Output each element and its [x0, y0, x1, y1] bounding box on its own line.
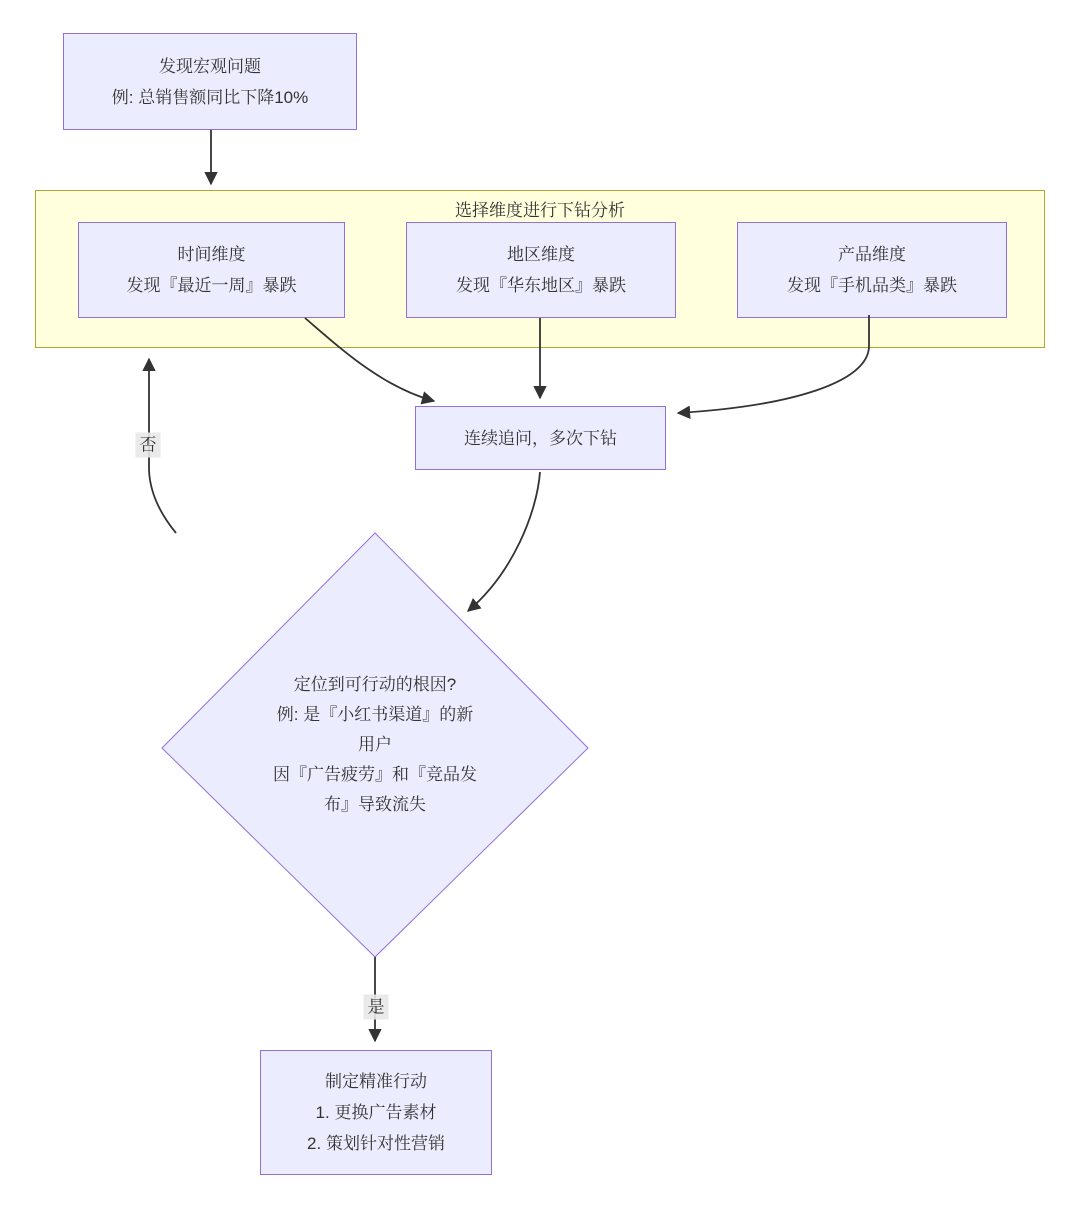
node-macro-problem-line2: 例: 总销售额同比下降10%	[111, 87, 309, 107]
node-time-dimension	[78, 222, 345, 318]
edge-label-yes: 是	[364, 995, 389, 1020]
node-drill-down-line1: 连续追问，多次下钻	[464, 428, 617, 448]
node-region-dimension-line2: 发现『华东地区』暴跌	[456, 276, 626, 295]
node-drill-down	[415, 406, 666, 470]
node-decision-line4: 因『广告疲劳』和『竞品发	[273, 765, 477, 784]
node-time-dimension-line1: 时间维度	[177, 245, 246, 264]
node-macro-problem	[63, 33, 357, 130]
cluster-title: 选择维度进行下钻分析	[455, 201, 625, 220]
node-decision-line3: 用户	[358, 735, 392, 754]
node-precise-action-line2: 1. 更换广告素材	[315, 1103, 437, 1122]
node-region-dimension-line1: 地区维度	[507, 245, 575, 264]
node-precise-action	[260, 1050, 492, 1175]
node-decision-line5: 布』导致流失	[324, 795, 426, 814]
edge-label-no: 否	[136, 433, 161, 458]
node-decision-line2: 例: 是『小红书渠道』的新	[276, 705, 474, 724]
node-product-dimension	[737, 222, 1007, 318]
node-time-dimension-line2: 发现『最近一周』暴跌	[126, 276, 297, 295]
node-decision-line1: 定位到可行动的根因?	[293, 675, 457, 694]
node-precise-action-line3: 2. 策划针对性营销	[307, 1134, 445, 1153]
node-region-dimension	[406, 222, 676, 318]
node-precise-action-line1: 制定精准行动	[325, 1072, 427, 1091]
node-product-dimension-line1: 产品维度	[838, 245, 906, 264]
node-decision-text	[225, 670, 525, 820]
node-product-dimension-line2: 发现『手机品类』暴跌	[787, 276, 957, 295]
node-macro-problem-line1: 发现宏观问题	[159, 56, 261, 76]
